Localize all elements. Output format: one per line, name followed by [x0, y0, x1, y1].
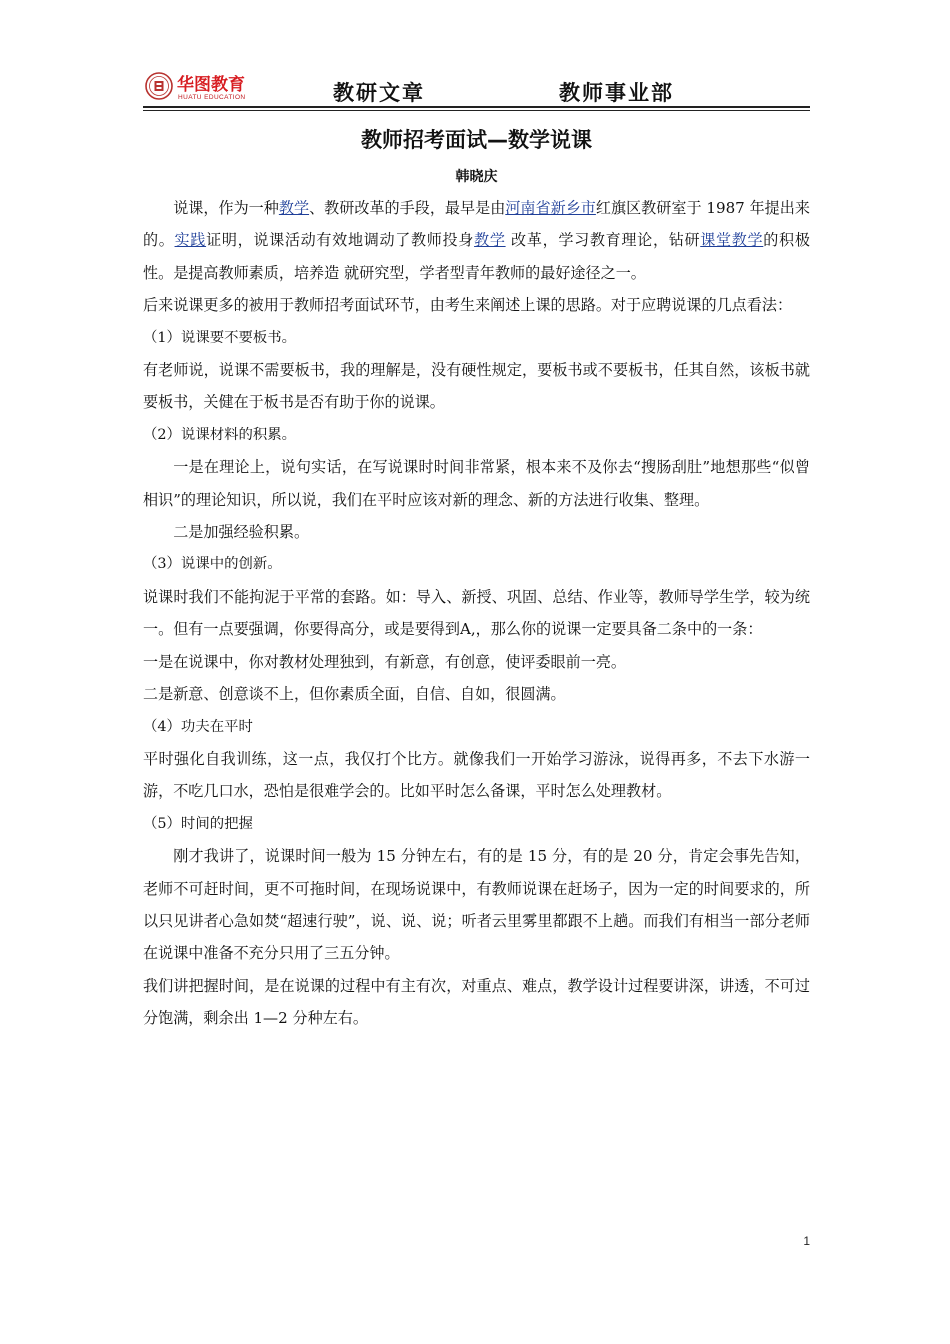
paragraph: 说课时我们不能拘泥于平常的套路。如：导入、新授、巩固、总结、作业等，教师导学生学，较为统一。但有一点要强调，你要得高分，或是要得到A,，那么你的说课一定要具备二条中的一条： — [143, 587, 810, 639]
logo-wordmark: 华图教育 — [177, 75, 245, 95]
link-classroom-teaching[interactable]: 课堂教学 — [700, 231, 764, 250]
paragraph: 平时强化自我训练，这一点，我仅打个比方。就像我们一开始学习游泳，说得再多，不去下水游一游，不吃几口水，恐怕是很难学会的。比如平时怎么备课，平时怎么处理教材。 — [143, 749, 810, 801]
paragraph: 二是加强经验积累。 — [173, 523, 310, 542]
header-category: 教研文章 — [333, 80, 425, 105]
logo-subtitle: HUATU EDUCATION — [178, 94, 246, 101]
paragraph: 我们讲把握时间，是在说课的过程中有主有次，对重点、难点，教学设计过程要讲深，讲透，不可过分饱满，剩余出 1—2 分种左右。 — [143, 976, 810, 1028]
section-heading: （3）说课中的创新。 — [143, 556, 282, 573]
huatu-logo — [143, 70, 255, 108]
seal-icon — [145, 72, 173, 100]
header-divider-thin — [143, 110, 810, 111]
link-practice[interactable]: 实践 — [174, 231, 207, 250]
link-henan-xinxiang[interactable]: 河南省新乡市 — [505, 199, 596, 217]
author-name: 韩晓庆 — [455, 169, 498, 185]
document-title: 教师招考面试—数学说课 — [361, 128, 592, 152]
header-department: 教师事业部 — [559, 80, 674, 105]
paragraph: 一是在说课中，你对教材处理独到，有新意，有创意，使评委眼前一亮。 — [143, 652, 627, 671]
page-number: 1 — [803, 1234, 810, 1248]
text-run: 红旗区教研室于 1987 年提出来的。 — [143, 199, 810, 250]
section-heading: （2）说课材料的积累。 — [143, 426, 297, 443]
section-heading: （1）说课要不要板书。 — [143, 329, 297, 346]
header-divider — [143, 106, 810, 108]
link-teaching-2[interactable]: 教学 — [474, 231, 506, 250]
section-heading: （5）时间的把握 — [143, 815, 253, 832]
paragraph: 有老师说，说课不需要板书，我的理解是，没有硬性规定，要板书或不要板书，任其自然，该板书就要板书，关健在于板书是否有助于你的说课。 — [143, 361, 810, 412]
paragraph: 二是新意、创意谈不上，但你素质全面，自信、自如，很圆满。 — [143, 685, 566, 704]
intro-paragraph — [143, 192, 810, 289]
text-run: 说课，作为一种 — [173, 199, 279, 217]
document-body — [143, 192, 810, 1035]
text-run: 、教研改革的手段，最早是由 — [309, 199, 506, 217]
text-run: 的积极性。是提高教师素质，培养造 就研究型，学者型青年教师的最好途径之一。 — [143, 231, 810, 282]
text-run: 证明，说课活动有效地调动了教师投身 — [206, 231, 475, 250]
page-header — [143, 66, 810, 110]
paragraph: 刚才我讲了，说课时间一般为 15 分钟左右，有的是 15 分，有的是 20 分，肯定会事先告知，老师不可赶时间，更不可拖时间，在现场说课中，有教师说课在赶场子，因为一定的时间要求的，所以只见讲者心急如焚“超速行驶”，说、说、说；听者云里雾里都跟不上趟。而我们有相当一部分老师在说课中准备不充分只用了三五分钟。 — [143, 847, 810, 963]
text-run: 改革，学习教育理论，钻研 — [505, 231, 701, 250]
section-heading: （4）功夫在平时 — [143, 718, 253, 735]
paragraph: 后来说课更多的被用于教师招考面试环节，由考生来阐述上课的思路。对于应聘说课的几点看法： — [143, 296, 793, 315]
link-teaching[interactable]: 教学 — [278, 199, 310, 217]
paragraph: 一是在理论上，说句实话，在写说课时时间非常紧，根本来不及你去“搜肠刮肚”地想那些“似曾相识”的理论知识，所以说，我们在平时应该对新的理念、新的方法进行收集、整理。 — [143, 458, 810, 509]
